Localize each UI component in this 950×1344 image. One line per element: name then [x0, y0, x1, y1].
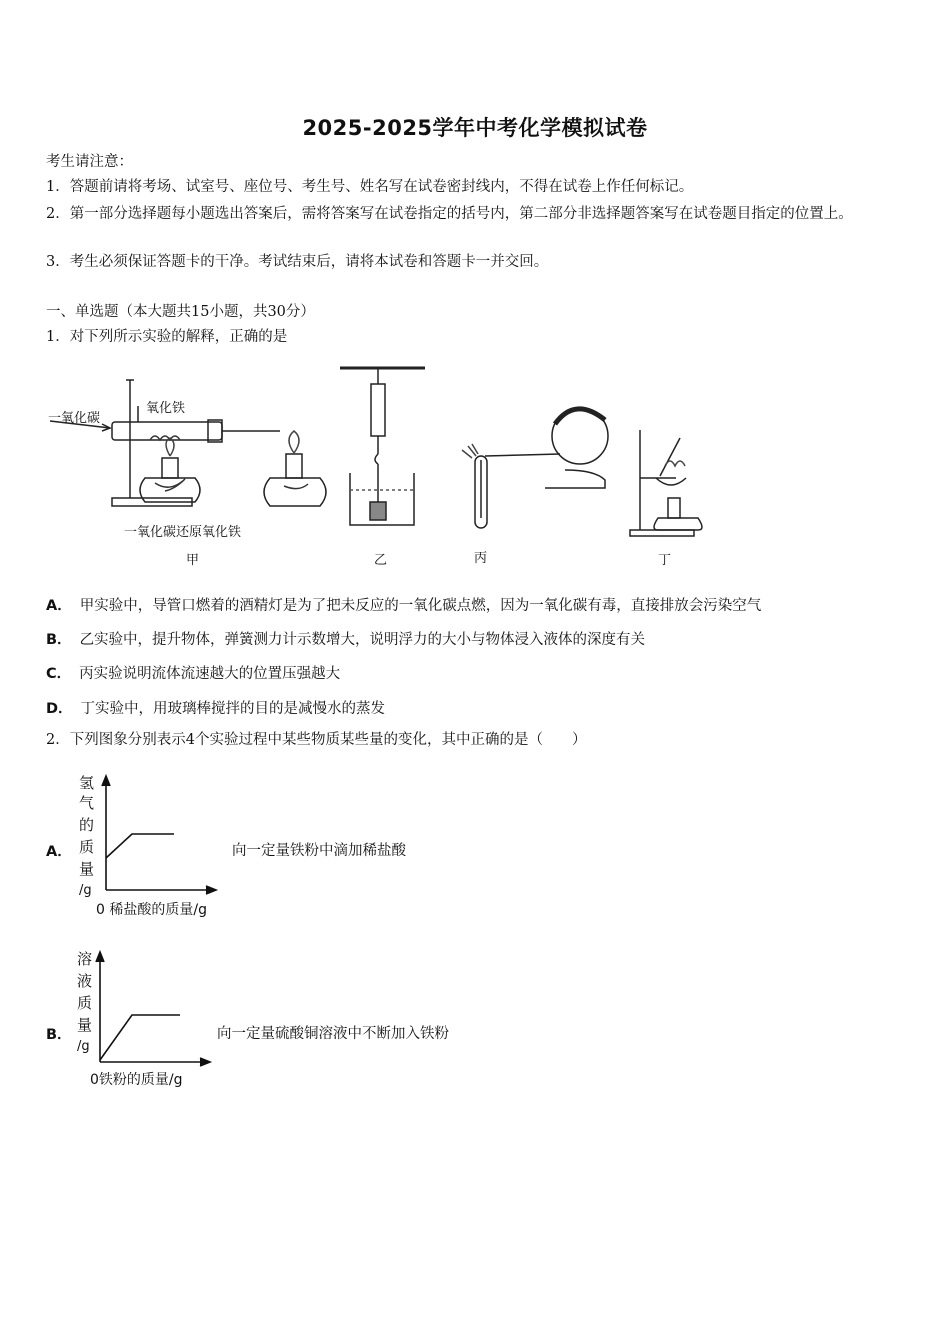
page-title: 2025-2025学年中考化学模拟试卷	[302, 116, 648, 140]
q2-option-a-letter[interactable]: A．	[46, 844, 72, 860]
q2-graph-b	[74, 944, 234, 1092]
notice-item-3: 3．考生必须保证答题卡的干净。考试结束后，请将本试卷和答题卡一并交回。	[46, 254, 549, 270]
fe2o3-label: 氧化铁	[146, 401, 186, 416]
spring-scale	[371, 384, 385, 436]
question-1-figure	[40, 358, 740, 573]
q2-option-a-text: 向一定量铁粉中滴加稀盐酸	[232, 843, 406, 859]
figure-label-jia: 甲	[186, 553, 200, 568]
graph-b-ylabel-1: 溶	[77, 950, 93, 968]
caption-jia: 一氧化碳还原氧化铁	[124, 525, 242, 540]
evaporating-dish	[656, 478, 686, 485]
graph-b-ylabel-3: 质	[77, 994, 93, 1012]
question-2-stem: 2．下列图象分别表示4个实验过程中某些物质某些量的变化，其中正确的是（ ）	[46, 732, 587, 748]
graph-b-ylabel-2: 液	[77, 972, 93, 990]
figure-label-yi: 乙	[374, 553, 388, 568]
notice-heading: 考生请注意：	[46, 154, 133, 170]
figure-label-bing: 丙	[474, 551, 488, 566]
graph-a-ylabel-3: 的	[79, 816, 95, 834]
graph-b-ylabel-4: 量	[77, 1016, 93, 1034]
alcohol-lamp-2	[264, 478, 326, 506]
graph-a-ylabel-2: 气	[79, 794, 95, 812]
question-1-stem: 1．对下列所示实验的解释，正确的是	[46, 329, 288, 345]
graph-a-ylabel-4: 质	[79, 838, 95, 856]
figure-label-ding: 丁	[658, 553, 672, 568]
graph-a-xlabel: 0 稀盐酸的质量/g	[96, 902, 207, 918]
graph-a-ylabel-5: 量	[79, 860, 95, 878]
notice-item-2: 2．第一部分选择题每小题选出答案后，需将答案写在试卷指定的括号内，第二部分非选择题答案写在试卷题目指定的位置上。	[46, 206, 853, 222]
q1-option-b[interactable]: B． 乙实验中，提升物体，弹簧测力计示数增大，说明浮力的大小与物体浸入液体的深度有关	[46, 632, 646, 648]
q2-graph-a	[74, 768, 234, 920]
graph-b-ylabel-5: /g	[77, 1039, 90, 1054]
q1-option-c[interactable]: C． 丙实验说明流体流速越大的位置压强越大	[46, 666, 341, 682]
graph-a-ylabel-1: 氢	[79, 774, 95, 792]
section-heading: 一、单选题（本大题共15小题，共30分）	[46, 304, 315, 320]
graph-b-xlabel: 0铁粉的质量/g	[90, 1072, 183, 1088]
notice-item-1: 1．答题前请将考场、试室号、座位号、考生号、姓名写在试卷密封线内，不得在试卷上作任何标记。	[46, 179, 694, 195]
co-label: 一氧化碳	[48, 411, 101, 426]
graph-a-curve	[106, 834, 174, 858]
q1-option-a[interactable]: A． 甲实验中，导管口燃着的酒精灯是为了把未反应的一氧化碳点燃，因为一氧化碳有毒，直接排放会污染空气	[46, 598, 762, 614]
q2-option-b-text: 向一定量硫酸铜溶液中不断加入铁粉	[217, 1026, 449, 1042]
graph-a-ylabel-6: /g	[79, 883, 92, 898]
graph-b-curve	[100, 1015, 180, 1060]
immersed-block	[370, 502, 386, 520]
q1-option-d[interactable]: D． 丁实验中，用玻璃棒搅拌的目的是减慢水的蒸发	[46, 701, 386, 717]
q2-option-b-letter[interactable]: B．	[46, 1027, 72, 1043]
